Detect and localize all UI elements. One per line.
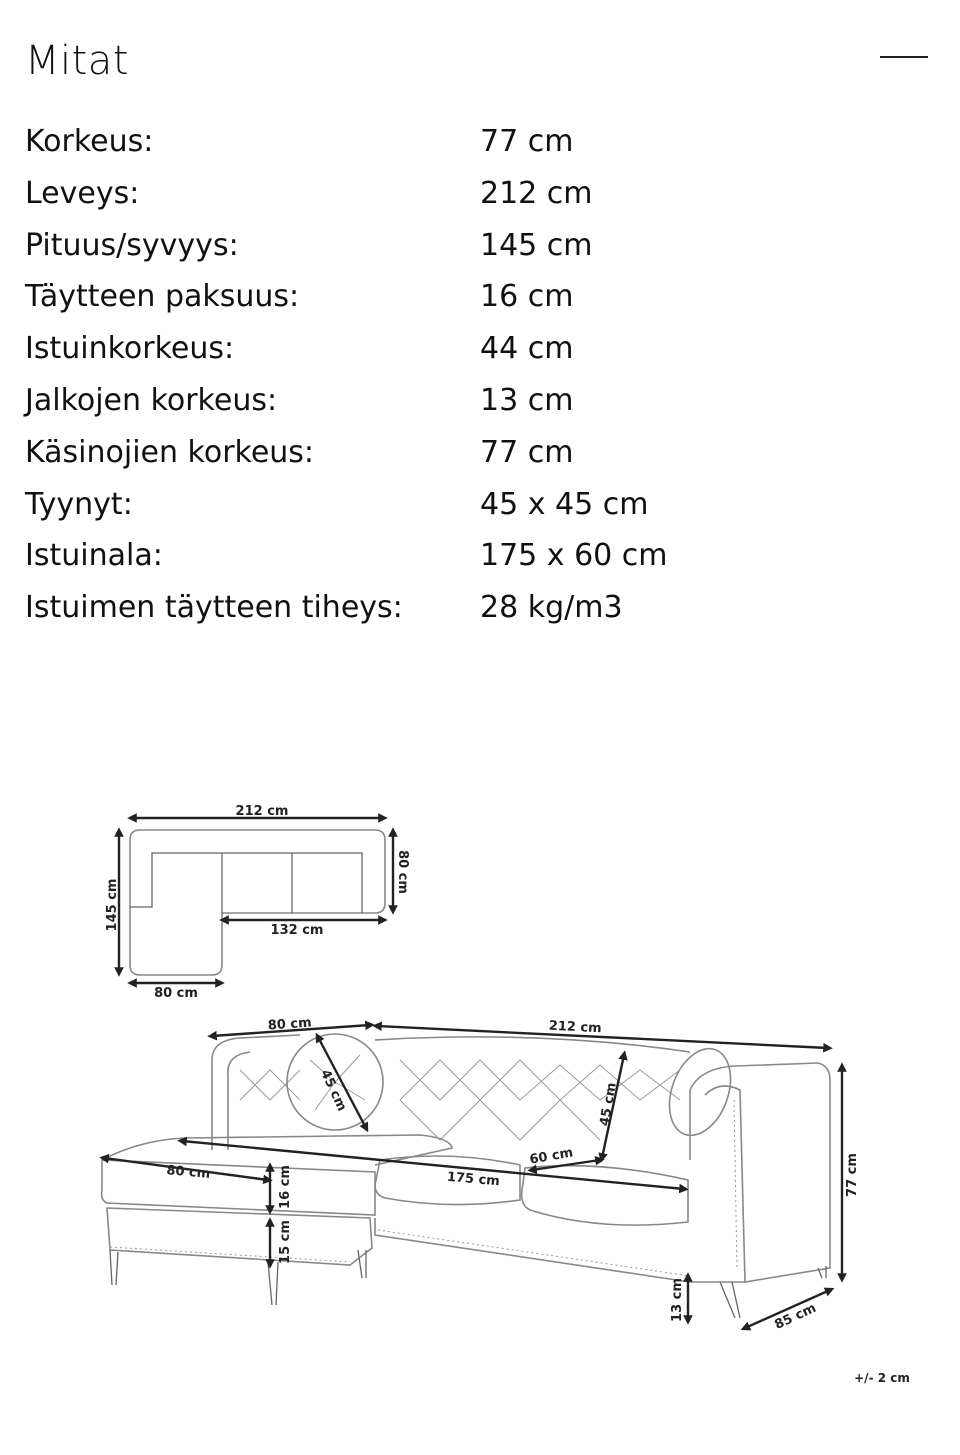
sofa-dimension-diagram (0, 790, 960, 1410)
spec-row (25, 379, 668, 431)
spec-row (25, 586, 668, 638)
spec-label: Tyynyt: (25, 486, 133, 522)
dim-height: 77 cm (845, 1153, 860, 1197)
spec-value: 77 cm (480, 434, 574, 470)
tolerance-note: +/- 2 cm (854, 1371, 910, 1385)
minus-icon (880, 56, 928, 58)
spec-label: Leveys: (25, 175, 140, 211)
spec-value: 212 cm (480, 175, 593, 211)
spec-value: 28 kg/m3 (480, 590, 623, 626)
spec-label: Istuinala: (25, 538, 163, 574)
sofa-perspective (102, 1015, 860, 1332)
spec-row (25, 172, 668, 224)
dim-base-height: 15 cm (278, 1220, 293, 1264)
top-view-plan (105, 804, 410, 1001)
spec-value: 44 cm (480, 331, 574, 367)
spec-value: 45 x 45 cm (480, 486, 649, 522)
spec-label: Käsinojien korkeus: (25, 434, 315, 470)
spec-value: 77 cm (480, 124, 574, 159)
spec-row (25, 483, 668, 535)
dim-top-depth: 145 cm (105, 878, 120, 932)
dim-cushion-thickness: 16 cm (278, 1165, 293, 1209)
spec-label: Pituus/syvyys: (25, 227, 239, 263)
spec-label: Jalkojen korkeus: (25, 382, 278, 418)
spec-label: Istuimen täytteen tiheys: (25, 590, 403, 626)
dim-chaise-top: 80 cm (267, 1015, 313, 1034)
spec-row (25, 327, 668, 379)
dim-seat-depth: 60 cm (528, 1145, 575, 1168)
spec-value: 175 x 60 cm (480, 538, 668, 574)
dim-top-chaise-width: 80 cm (154, 986, 198, 1001)
spec-value: 145 cm (480, 227, 593, 263)
spec-label: Korkeus: (25, 124, 154, 159)
dimensions-list (25, 120, 668, 638)
spec-value: 16 cm (480, 279, 574, 315)
dim-top-width: 212 cm (235, 804, 289, 819)
dim-leg-height: 13 cm (670, 1278, 685, 1322)
spec-value: 13 cm (480, 382, 574, 418)
spec-label: Istuinkorkeus: (25, 331, 235, 367)
dim-back-height: 45 cm (597, 1081, 620, 1128)
spec-label: Täytteen paksuus: (25, 279, 300, 315)
collapse-button[interactable] (878, 44, 930, 70)
spec-row (25, 534, 668, 586)
dim-pillow: 45 cm (317, 1067, 350, 1114)
spec-row (25, 120, 668, 172)
dim-top-seat-width: 132 cm (270, 923, 324, 938)
dim-seat-width: 175 cm (446, 1169, 501, 1190)
section-title: Mitat (25, 38, 130, 84)
dim-top-back-depth: 80 cm (395, 850, 410, 894)
spec-row (25, 275, 668, 327)
dim-width: 212 cm (548, 1018, 603, 1037)
dim-chaise-width: 80 cm (165, 1163, 211, 1182)
spec-row (25, 224, 668, 276)
dim-depth: 85 cm (772, 1300, 819, 1333)
spec-row (25, 431, 668, 483)
